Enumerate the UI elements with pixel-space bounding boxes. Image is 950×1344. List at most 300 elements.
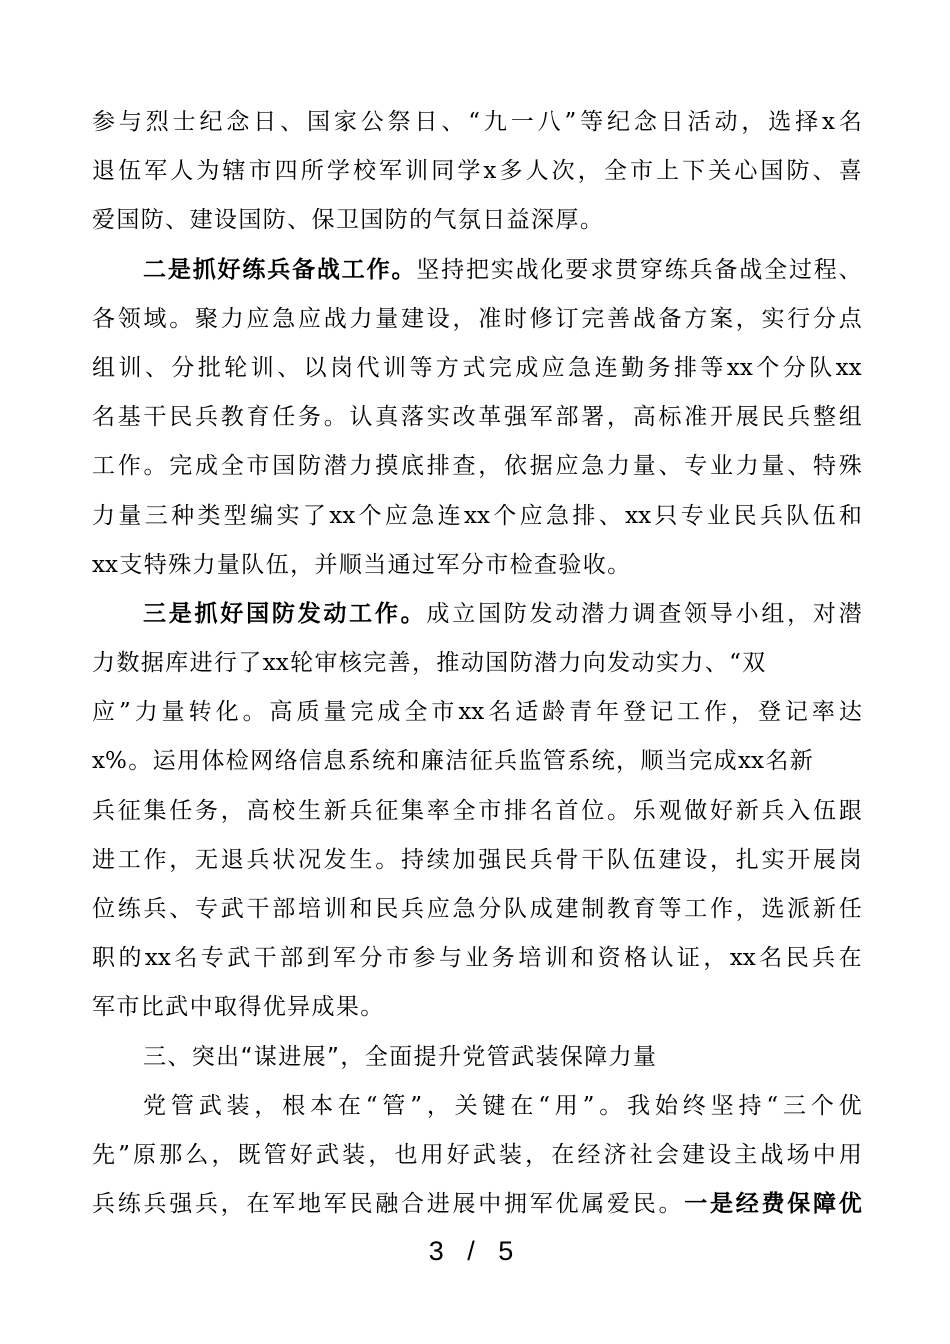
char: 作 bbox=[143, 846, 167, 873]
char: 战 bbox=[632, 305, 656, 332]
char: 装 bbox=[226, 1092, 250, 1119]
char: 特 bbox=[143, 551, 167, 578]
char: 年 bbox=[596, 699, 620, 726]
char: 行 bbox=[787, 305, 811, 332]
bold-char: 作 bbox=[374, 600, 398, 627]
char: 任 bbox=[838, 896, 862, 922]
char: 民 bbox=[169, 404, 193, 431]
char: 装 bbox=[535, 1043, 559, 1070]
char: 审 bbox=[314, 650, 338, 677]
char: 在 bbox=[510, 1092, 534, 1119]
bold-char: 作 bbox=[366, 256, 390, 283]
char: 业 bbox=[710, 453, 733, 480]
bold-char: 抓 bbox=[192, 256, 216, 283]
char: 喜 bbox=[838, 158, 862, 185]
char: 力 bbox=[606, 600, 630, 627]
char: 三 bbox=[144, 502, 168, 529]
char: 应 bbox=[92, 699, 115, 726]
char: 武 bbox=[227, 945, 251, 972]
char: 骨 bbox=[555, 846, 579, 873]
char: 优 bbox=[838, 1092, 862, 1119]
char: 气 bbox=[433, 207, 457, 234]
char: 兵 bbox=[92, 1191, 115, 1218]
char: 与 bbox=[118, 109, 142, 135]
char: 量 bbox=[761, 453, 785, 480]
char: 组 bbox=[92, 354, 115, 381]
text-line bbox=[92, 934, 862, 983]
char: 防 bbox=[509, 650, 533, 677]
char: 双 bbox=[742, 650, 766, 677]
char: 升 bbox=[437, 1043, 461, 1070]
char: 名 bbox=[765, 748, 789, 775]
char: 市 bbox=[431, 699, 455, 726]
char: 终 bbox=[682, 1092, 706, 1119]
char: 军 bbox=[144, 158, 168, 185]
char: 设 bbox=[213, 207, 237, 234]
char: 国 bbox=[116, 207, 140, 234]
char: 培 bbox=[518, 945, 542, 972]
char: 急 bbox=[411, 502, 435, 529]
char: 力 bbox=[92, 502, 115, 529]
char: 监 bbox=[518, 748, 542, 775]
char: 、 bbox=[441, 109, 465, 135]
char: 分 bbox=[782, 354, 806, 381]
bold-char: 备 bbox=[292, 256, 316, 283]
char: 战 bbox=[760, 1141, 784, 1168]
char: 取 bbox=[213, 994, 237, 1021]
char: 岗 bbox=[330, 354, 354, 381]
char: 市 bbox=[478, 797, 502, 824]
char: 防 bbox=[298, 453, 321, 480]
char: 作 bbox=[704, 699, 727, 726]
char: 案 bbox=[710, 305, 733, 332]
char: 武 bbox=[472, 1141, 496, 1168]
char: 新 bbox=[323, 797, 347, 824]
bold-char: 工 bbox=[349, 600, 373, 627]
char: 量 bbox=[323, 699, 347, 726]
char: ， bbox=[290, 551, 314, 578]
char: 中 bbox=[478, 1191, 502, 1218]
char: 依 bbox=[504, 453, 527, 480]
char: 洁 bbox=[445, 748, 469, 775]
char: 、 bbox=[598, 502, 622, 529]
char: xx bbox=[729, 945, 756, 972]
char: 工 bbox=[684, 896, 708, 922]
text-line bbox=[92, 836, 862, 885]
char: 属 bbox=[581, 1191, 605, 1218]
char: 设 bbox=[708, 1141, 732, 1168]
char: 量 bbox=[216, 551, 240, 578]
char: 潜 bbox=[323, 453, 347, 480]
char: 用 bbox=[838, 1141, 862, 1168]
char: ， bbox=[735, 305, 759, 332]
char: 民 bbox=[761, 404, 785, 431]
char: 。 bbox=[607, 797, 630, 824]
bold-char: 费 bbox=[761, 1191, 785, 1218]
char: ， bbox=[787, 600, 811, 627]
char: 多 bbox=[499, 158, 523, 185]
char: 次 bbox=[551, 158, 575, 185]
char: 全 bbox=[603, 158, 627, 185]
char: 家 bbox=[333, 109, 357, 135]
char: 成 bbox=[311, 994, 335, 1021]
char: 运 bbox=[152, 748, 176, 775]
char: 名 bbox=[529, 797, 553, 824]
char: ， bbox=[577, 158, 601, 185]
char: 、 bbox=[277, 354, 301, 381]
char: 进 bbox=[189, 650, 213, 677]
char: 展 bbox=[302, 1043, 326, 1070]
char: 批 bbox=[197, 354, 221, 381]
char: xx bbox=[737, 748, 764, 775]
char: 网 bbox=[250, 748, 274, 775]
char: 部 bbox=[272, 896, 296, 922]
char: 战 bbox=[323, 305, 347, 332]
char: 济 bbox=[603, 1141, 627, 1168]
char: 训 bbox=[405, 158, 429, 185]
char: 和 bbox=[571, 945, 595, 972]
char: 日 bbox=[660, 109, 684, 135]
char: 基 bbox=[117, 404, 141, 431]
text-line bbox=[92, 885, 862, 934]
char: ， bbox=[254, 1092, 278, 1119]
char: 潜 bbox=[838, 600, 862, 627]
char: 务 bbox=[491, 945, 515, 972]
char: 卫 bbox=[335, 207, 359, 234]
char: 进 bbox=[426, 1191, 450, 1218]
char: 专 bbox=[680, 502, 704, 529]
char: 排 bbox=[504, 797, 527, 824]
bold-char: 练 bbox=[242, 256, 266, 283]
char: 顺 bbox=[640, 748, 664, 775]
char: 军 bbox=[92, 994, 115, 1021]
text-line bbox=[92, 1180, 862, 1229]
char: 管 bbox=[486, 1043, 510, 1070]
char: 育 bbox=[632, 896, 656, 922]
char: 、 bbox=[658, 453, 682, 480]
char: 力 bbox=[349, 305, 373, 332]
char: 工 bbox=[117, 846, 141, 873]
char: 应 bbox=[519, 502, 543, 529]
char: 化 bbox=[540, 256, 564, 283]
char: 以 bbox=[303, 354, 327, 381]
char: 谋 bbox=[253, 1043, 277, 1070]
char: 展 bbox=[452, 1191, 476, 1218]
char: 伍 bbox=[812, 502, 836, 529]
char: 备 bbox=[658, 305, 682, 332]
char: 个 bbox=[810, 1092, 834, 1119]
char: 成 bbox=[426, 600, 450, 627]
char: 状 bbox=[272, 846, 296, 873]
char: 民 bbox=[504, 846, 527, 873]
char: 程 bbox=[813, 256, 837, 283]
char: 用 bbox=[177, 748, 200, 775]
char: 公 bbox=[360, 109, 384, 135]
char: 三 bbox=[143, 1043, 166, 1070]
char: 扎 bbox=[735, 846, 759, 873]
char: 征 bbox=[469, 748, 493, 775]
bold-char: 三 bbox=[143, 600, 166, 627]
char: 干 bbox=[246, 896, 270, 922]
char: 验 bbox=[558, 551, 582, 578]
char: 准 bbox=[478, 305, 502, 332]
char: “ bbox=[468, 109, 481, 135]
bold-char: 一 bbox=[684, 1191, 708, 1218]
char: 据 bbox=[140, 650, 164, 677]
char: 训 bbox=[323, 896, 347, 922]
char: 社 bbox=[629, 1141, 653, 1168]
char: 全 bbox=[220, 453, 244, 480]
char: 当 bbox=[363, 551, 387, 578]
char: 发 bbox=[607, 650, 631, 677]
char: 力 bbox=[735, 453, 759, 480]
char: 市 bbox=[246, 453, 270, 480]
char: 实 bbox=[761, 846, 785, 873]
char: 培 bbox=[298, 896, 321, 922]
char: xx bbox=[144, 945, 171, 972]
char: 人 bbox=[525, 158, 549, 185]
char: 辖 bbox=[222, 158, 246, 185]
char: 检 bbox=[225, 748, 249, 775]
char: 位 bbox=[581, 797, 605, 824]
char: 质 bbox=[296, 699, 320, 726]
char: 收 bbox=[582, 551, 606, 578]
char: 和 bbox=[396, 748, 420, 775]
char: 编 bbox=[250, 502, 274, 529]
char: 兵 bbox=[143, 1191, 167, 1218]
char: 部 bbox=[555, 404, 579, 431]
char: 种 bbox=[171, 502, 195, 529]
char: 。 bbox=[658, 1191, 682, 1218]
char: 纪 bbox=[607, 109, 631, 135]
char: 转 bbox=[188, 699, 212, 726]
char: 防 bbox=[503, 600, 527, 627]
char: 域 bbox=[143, 305, 167, 332]
char: 兵 bbox=[401, 896, 424, 922]
char: 实 bbox=[655, 650, 679, 677]
char: 中 bbox=[812, 1141, 836, 1168]
char: ， bbox=[616, 748, 640, 775]
char: 民 bbox=[375, 896, 399, 922]
char: 民 bbox=[733, 502, 757, 529]
char: 等 bbox=[658, 896, 682, 922]
char: 量 bbox=[633, 1043, 657, 1070]
char: 军 bbox=[529, 1191, 553, 1218]
char: 国 bbox=[360, 207, 384, 234]
char: 标 bbox=[658, 404, 682, 431]
char: 分 bbox=[813, 305, 836, 332]
char: 首 bbox=[555, 797, 579, 824]
char: 过 bbox=[412, 551, 436, 578]
char: 、 bbox=[787, 453, 811, 480]
char: x bbox=[483, 158, 497, 185]
char: 领 bbox=[117, 305, 141, 332]
char: 并 bbox=[314, 551, 338, 578]
section-heading bbox=[92, 1033, 862, 1082]
bold-char: 战 bbox=[316, 256, 340, 283]
char: 防 bbox=[384, 207, 408, 234]
char: 军 bbox=[333, 945, 357, 972]
char: 到 bbox=[306, 945, 330, 972]
char: ， bbox=[525, 1141, 549, 1168]
char: 建 bbox=[555, 896, 579, 922]
char: ” bbox=[564, 109, 577, 135]
char: “ bbox=[240, 1043, 253, 1070]
char: 训 bbox=[118, 354, 142, 381]
char: 军 bbox=[323, 1191, 347, 1218]
char: 队 bbox=[786, 502, 810, 529]
char: 完 bbox=[488, 354, 512, 381]
char: 关 bbox=[708, 158, 732, 185]
char: 训 bbox=[382, 354, 406, 381]
char: 突 bbox=[191, 1043, 215, 1070]
char: 专 bbox=[684, 453, 708, 480]
char: 纪 bbox=[199, 109, 223, 135]
char: 主 bbox=[734, 1141, 758, 1168]
bold-char: 。 bbox=[400, 600, 424, 627]
char: 息 bbox=[323, 748, 347, 775]
char: 新 bbox=[789, 748, 813, 775]
char: 排 bbox=[572, 502, 596, 529]
char: 提 bbox=[413, 1043, 437, 1070]
char: 排 bbox=[426, 453, 450, 480]
char: 无 bbox=[195, 846, 218, 873]
char: 全 bbox=[452, 797, 476, 824]
char: 干 bbox=[253, 945, 277, 972]
char: 军 bbox=[436, 551, 460, 578]
char: 任 bbox=[169, 797, 193, 824]
char: 新 bbox=[813, 896, 836, 922]
char: 兵 bbox=[246, 846, 270, 873]
char: 观 bbox=[658, 797, 682, 824]
char: 选 bbox=[768, 109, 792, 135]
bold-char: 动 bbox=[323, 600, 347, 627]
char: 续 bbox=[426, 846, 450, 873]
char: 名 bbox=[174, 945, 198, 972]
char: ， bbox=[703, 945, 727, 972]
char: 、 bbox=[280, 109, 304, 135]
char: 完 bbox=[689, 748, 713, 775]
char: 制 bbox=[581, 896, 605, 922]
char: 、 bbox=[812, 158, 836, 185]
char: 认 bbox=[349, 404, 373, 431]
char: 比 bbox=[140, 994, 164, 1021]
char: 准 bbox=[684, 404, 708, 431]
char: 和 bbox=[838, 502, 862, 529]
bold-char: 国 bbox=[246, 600, 270, 627]
char: 管 bbox=[263, 1141, 287, 1168]
char: 干 bbox=[143, 404, 167, 431]
char: 要 bbox=[565, 256, 589, 283]
char: 念 bbox=[226, 109, 250, 135]
char: 特 bbox=[813, 453, 836, 480]
bold-char: 发 bbox=[297, 600, 321, 627]
char: ， bbox=[730, 699, 754, 726]
char: 好 bbox=[710, 797, 733, 824]
char: 分 bbox=[359, 945, 383, 972]
char: 顺 bbox=[338, 551, 362, 578]
char: 率 bbox=[811, 699, 835, 726]
char: 贯 bbox=[615, 256, 639, 283]
char: 兵 bbox=[494, 748, 518, 775]
char: 强 bbox=[169, 1191, 193, 1218]
char: 应 bbox=[555, 453, 579, 480]
text-line bbox=[92, 1131, 862, 1180]
char: 下 bbox=[682, 158, 706, 185]
char: 建 bbox=[401, 305, 424, 332]
char: ， bbox=[368, 1141, 392, 1168]
char: 库 bbox=[165, 650, 189, 677]
char: 。 bbox=[169, 305, 193, 332]
char: 兵 bbox=[761, 797, 785, 824]
char: 防 bbox=[262, 207, 286, 234]
char: 坚 bbox=[710, 1092, 734, 1119]
bold-char: 工 bbox=[341, 256, 365, 283]
char: 果 bbox=[335, 994, 359, 1021]
char: 高 bbox=[246, 797, 270, 824]
char: 择 bbox=[795, 109, 819, 135]
char: ， bbox=[211, 1141, 235, 1168]
char: 。 bbox=[323, 404, 347, 431]
char: ， bbox=[220, 1191, 244, 1218]
char: 兵 bbox=[689, 256, 713, 283]
char: 急 bbox=[568, 354, 592, 381]
char: 量 bbox=[632, 453, 656, 480]
text-line bbox=[92, 639, 862, 688]
char: 高 bbox=[632, 404, 656, 431]
char: 士 bbox=[172, 109, 196, 135]
char: 应 bbox=[298, 305, 321, 332]
char: ， bbox=[340, 1043, 364, 1070]
char: 各 bbox=[92, 305, 115, 332]
char: 高 bbox=[269, 699, 293, 726]
char: 率 bbox=[426, 797, 450, 824]
char: 育 bbox=[246, 404, 270, 431]
char: “ bbox=[538, 1092, 550, 1119]
char: 民 bbox=[349, 1191, 373, 1218]
char: 市 bbox=[485, 551, 509, 578]
char: 备 bbox=[714, 256, 738, 283]
char: 场 bbox=[786, 1141, 810, 1168]
char: 作 bbox=[117, 453, 141, 480]
char: 工 bbox=[677, 699, 701, 726]
bold-char: 障 bbox=[813, 1191, 836, 1218]
char: 工 bbox=[92, 453, 115, 480]
char: 分 bbox=[171, 354, 195, 381]
char: 防 bbox=[786, 158, 810, 185]
char: 连 bbox=[437, 502, 461, 529]
char: 组 bbox=[761, 600, 785, 627]
char: 伍 bbox=[632, 846, 656, 873]
char: 厚 bbox=[555, 207, 579, 234]
bold-char: 经 bbox=[735, 1191, 759, 1218]
char: 分 bbox=[460, 551, 484, 578]
char: 强 bbox=[504, 404, 527, 431]
text-line bbox=[92, 442, 862, 491]
char: “ bbox=[766, 1092, 779, 1119]
bold-char: 兵 bbox=[267, 256, 291, 283]
text-line bbox=[92, 737, 862, 786]
char: 键 bbox=[482, 1092, 506, 1119]
char: 生 bbox=[298, 797, 321, 824]
char: 好 bbox=[446, 1141, 470, 1168]
char: 加 bbox=[452, 846, 476, 873]
char: 入 bbox=[787, 797, 811, 824]
char: 念 bbox=[633, 109, 657, 135]
char: 务 bbox=[195, 797, 218, 824]
char: 。 bbox=[128, 748, 152, 775]
char: 排 bbox=[673, 354, 697, 381]
